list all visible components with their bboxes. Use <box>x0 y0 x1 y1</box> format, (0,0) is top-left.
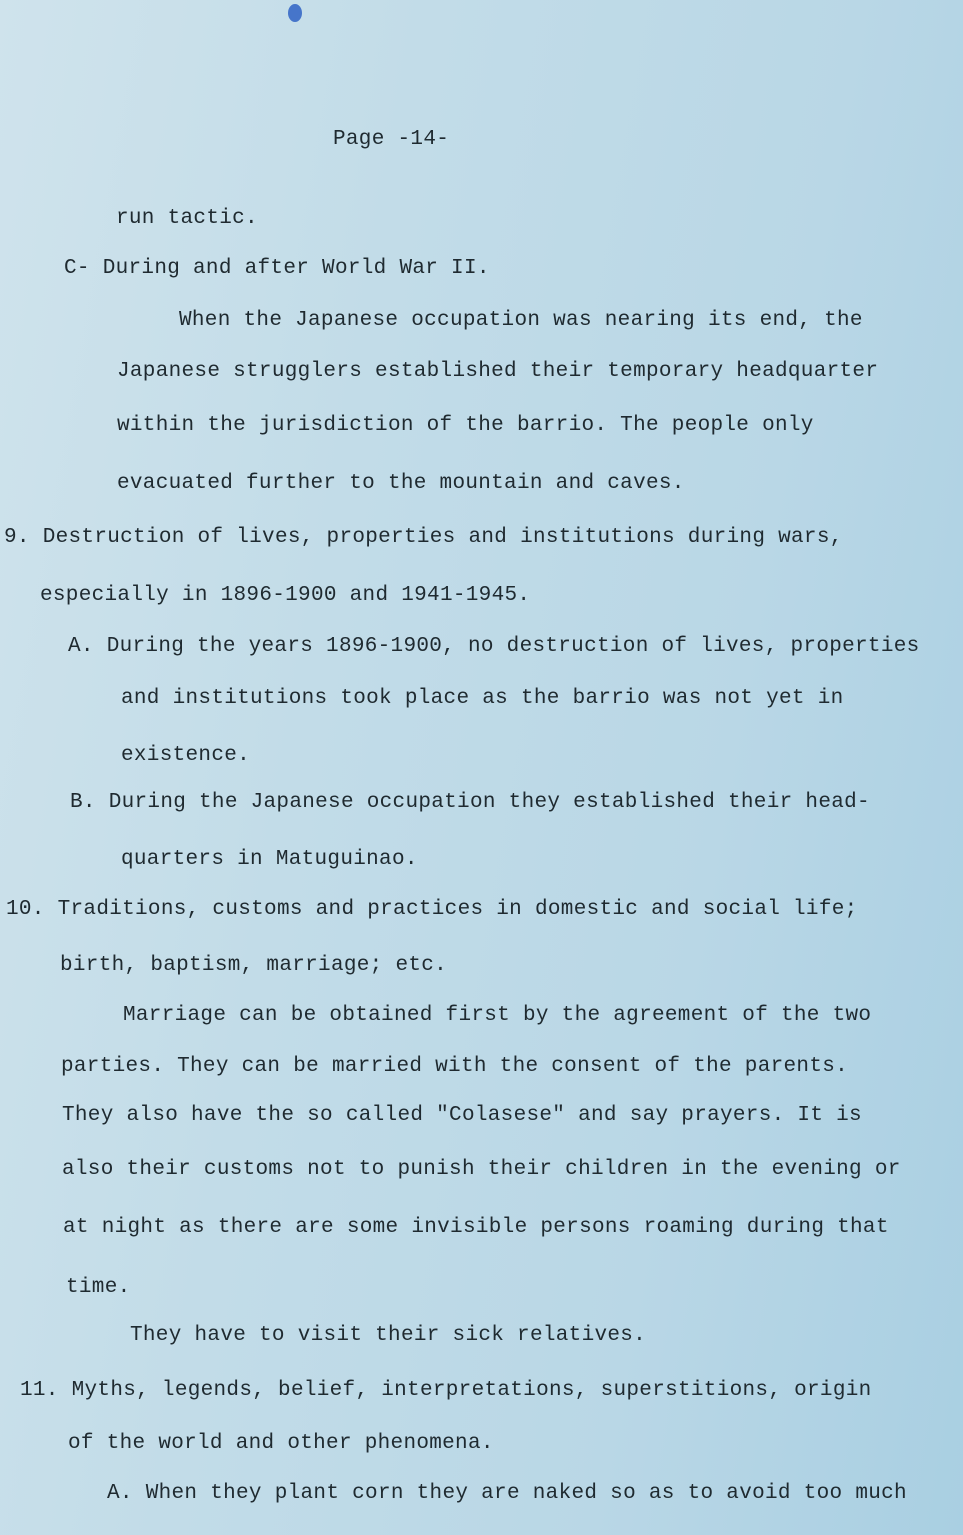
text-line: and institutions took place as the barrio was not yet in <box>121 687 844 710</box>
text-line: at night as there are some invisible persons roaming during that <box>63 1216 889 1239</box>
page-number: Page -14- <box>333 128 450 151</box>
text-line: existence. <box>121 744 251 767</box>
item-heading: 9. Destruction of lives, properties and institutions during wars, <box>4 526 843 549</box>
text-line: parties. They can be married with the consent of the parents. <box>61 1055 849 1078</box>
subitem-line: A. During the years 1896-1900, no destruction of lives, properties <box>68 635 920 658</box>
text-line: quarters in Matuguinao. <box>121 848 418 871</box>
text-line: They also have the so called "Colasese" and say prayers. It is <box>62 1104 862 1127</box>
ink-spot <box>288 4 302 22</box>
subitem-line: B. During the Japanese occupation they established their head- <box>70 791 870 814</box>
text-line: within the jurisdiction of the barrio. The people only <box>117 414 814 437</box>
text-line: They have to visit their sick relatives. <box>130 1324 647 1347</box>
section-heading: C- During and after World War II. <box>64 257 490 280</box>
item-heading: 10. Traditions, customs and practices in domestic and social life; <box>6 898 858 921</box>
text-line: of the world and other phenomena. <box>68 1432 494 1455</box>
text-line: evacuated further to the mountain and caves. <box>117 472 685 495</box>
text-line: When the Japanese occupation was nearing its end, the <box>179 309 863 332</box>
text-line: Marriage can be obtained first by the agreement of the two <box>123 1004 872 1027</box>
text-line: time. <box>66 1276 131 1299</box>
subitem-line: A. When they plant corn they are naked so as to avoid too much <box>107 1482 907 1505</box>
item-heading: 11. Myths, legends, belief, interpretations, superstitions, origin <box>20 1379 872 1402</box>
text-line: especially in 1896-1900 and 1941-1945. <box>40 584 531 607</box>
text-line: birth, baptism, marriage; etc. <box>60 954 448 977</box>
text-line: run tactic. <box>116 207 258 230</box>
text-line: Japanese strugglers established their temporary headquarter <box>117 360 879 383</box>
text-line: also their customs not to punish their children in the evening or <box>62 1158 901 1181</box>
